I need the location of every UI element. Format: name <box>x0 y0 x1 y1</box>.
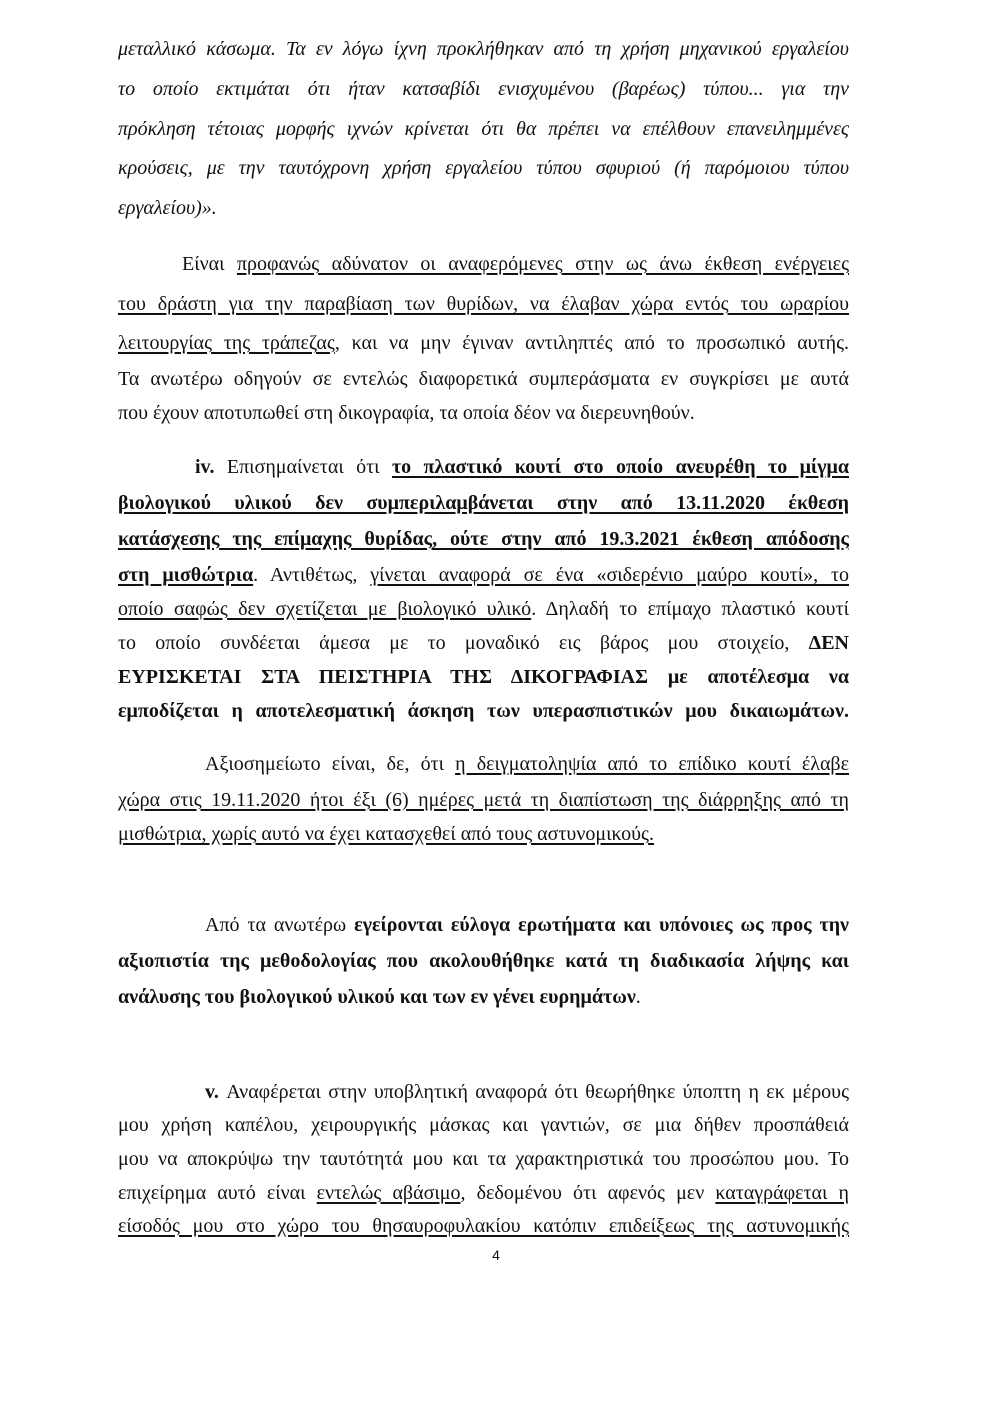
p5-line-2 <box>118 949 849 973</box>
bold-text: ΕΥΡΙΣΚΕΤΑΙ ΣΤΑ ΠΕΙΣΤΗΡΙΑ ΤΗΣ ΔΙΚΟΓΡΑΦΙΑΣ με αποτέλεσμα να <box>118 666 849 688</box>
underlined-text: εντελώς αβάσιμο <box>316 1182 461 1204</box>
p6-line-5 <box>118 1214 849 1238</box>
text-run: κρούσεις, με την ταυτόχρονη χρήση εργαλείου τύπου σφυριού (ή παρόμοιου τύπου <box>118 157 849 179</box>
p5-line-3 <box>118 985 849 1009</box>
p2-line-3 <box>118 331 849 355</box>
p6-line-4 <box>118 1181 849 1205</box>
p1-line-3 <box>118 117 849 141</box>
text-run: μου χρήση καπέλου, χειρουργικής μάσκας και γαντιών, σε μια δήθεν προσπάθειά <box>118 1114 849 1136</box>
underlined-text: του δράστη για την παραβίαση των θυρίδων, να έλαβαν χώρα εντός του ωραρίου <box>118 293 849 315</box>
text-run: μεταλλικό κάσωμα. Τα εν λόγω ίχνη προκλήθηκαν από τη χρήση μηχανικού εργαλείου <box>118 38 849 60</box>
text-run: μου να αποκρύψω την ταυτότητά μου και τα χαρακτηριστικά του προσώπου μου. Το <box>118 1148 849 1170</box>
p3-line-5 <box>118 597 849 621</box>
item-marker: v. <box>205 1081 219 1103</box>
p3-line-6 <box>118 631 849 655</box>
bold-underlined-text: στη μισθώτρια <box>118 564 254 586</box>
underlined-text: είσοδός μου στο χώρο του θησαυροφυλακίου κατόπιν επιδείξεως της αστυνομικής <box>118 1215 849 1237</box>
page-number: 4 <box>492 1247 500 1263</box>
underlined-text: χώρα στις 19.11.2020 ήτοι έξι (6) ημέρες μετά τη διαπίστωση της διάρρηξης από τη <box>118 789 849 811</box>
text-run: το οποίο εκτιμάται ότι ήταν κατσαβίδι ενισχυμένου (βαρέως) τύπου... για την <box>118 78 849 100</box>
item-marker: iv. <box>195 456 215 478</box>
p1-line-4 <box>118 156 849 180</box>
text-run: , δεδομένου ότι αφενός μεν <box>460 1182 716 1204</box>
bold-underlined-text: το πλαστικό κουτί στο οποίο ανευρέθη το μίγμα <box>391 456 849 478</box>
p2-line-1 <box>182 252 849 276</box>
bold-text: εμποδίζεται η αποτελεσματική άσκηση των υπερασπιστικών μου δικαιωμάτων. <box>118 700 849 722</box>
p2-line-5 <box>118 401 849 425</box>
text-run: Αναφέρεται στην υποβλητική αναφορά ότι θεωρήθηκε ύποπτη η εκ μέρους <box>218 1081 849 1103</box>
text-run: Επισημαίνεται ότι <box>214 456 392 478</box>
bold-text: εγείρονται εύλογα ερωτήματα και υπόνοιες ως προς την <box>354 914 849 936</box>
text-run: . <box>635 986 641 1008</box>
p4-line-1 <box>205 752 849 776</box>
p3-line-1 <box>195 455 849 479</box>
underlined-text: προφανώς αδύνατον οι αναφερόμενες στην ως άνω έκθεση ενέργειες <box>236 253 849 275</box>
p1-line-2 <box>118 77 849 101</box>
p5-line-1 <box>205 913 849 937</box>
text-run: Από τα ανωτέρω <box>205 914 355 936</box>
text-run: Είναι <box>182 253 237 275</box>
text-run: , και να μην έγιναν αντιληπτές από το προσωπικό αυτής. <box>334 332 849 354</box>
p2-line-4 <box>118 367 849 391</box>
text-run: που έχουν αποτυπωθεί στη δικογραφία, τα οποία δέον να διερευνηθούν. <box>118 402 695 424</box>
text-run: Τα ανωτέρω οδηγούν σε εντελώς διαφορετικά συμπεράσματα εν συγκρίσει με αυτά <box>118 368 849 390</box>
p1-line-5 <box>118 196 849 220</box>
underlined-text: γίνεται αναφορά σε ένα «σιδερένιο μαύρο κουτί», το <box>370 564 850 586</box>
p3-line-7 <box>118 665 849 689</box>
p4-line-3 <box>118 822 849 846</box>
p3-line-4 <box>118 563 849 587</box>
text-run: επιχείρημα αυτό είναι <box>118 1182 317 1204</box>
p2-line-2 <box>118 292 849 316</box>
bold-underlined-text: βιολογικού υλικού δεν συμπεριλαμβάνεται στην από 13.11.2020 έκθεση <box>118 492 849 514</box>
text-run: . Δηλαδή το επίμαχο πλαστικό κουτί <box>531 598 849 620</box>
bold-text: αξιοπιστία της μεθοδολογίας που ακολουθήθηκε κατά τη διαδικασία λήψης και <box>118 950 849 972</box>
text-run: . Αντιθέτως, <box>253 564 371 586</box>
p3-line-8 <box>118 699 849 723</box>
underlined-text: μισθώτρια, χωρίς αυτό να έχει κατασχεθεί από τους αστυνομικούς. <box>118 823 654 845</box>
underlined-text: καταγράφεται η <box>715 1182 849 1204</box>
p6-line-1 <box>205 1080 849 1104</box>
p1-line-1 <box>118 37 849 61</box>
bold-text: ΔΕΝ <box>808 632 849 654</box>
bold-text: ανάλυσης του βιολογικού υλικού και των εν γένει ευρημάτων <box>118 986 636 1008</box>
text-run: πρόκληση τέτοιας μορφής ιχνών κρίνεται ότι θα πρέπει να επέλθουν επανειλημμένες <box>118 118 849 140</box>
underlined-text: λειτουργίας της τράπεζας <box>118 332 335 354</box>
p4-line-2 <box>118 788 849 812</box>
p3-line-2 <box>118 491 849 515</box>
text-run: εργαλείου)». <box>118 197 217 219</box>
underlined-text: η δειγματοληψία από το επίδικο κουτί έλαβε <box>455 753 849 775</box>
underlined-text: οποίο σαφώς δεν σχετίζεται με βιολογικό υλικό <box>118 598 532 620</box>
text-run: Αξιοσημείωτο είναι, δε, ότι <box>205 753 456 775</box>
p6-line-3 <box>118 1147 849 1171</box>
p6-line-2 <box>118 1113 849 1137</box>
bold-underlined-text: κατάσχεσης της επίμαχης θυρίδας, ούτε στην από 19.3.2021 έκθεση απόδοσης <box>118 528 849 550</box>
p3-line-3 <box>118 527 849 551</box>
text-run: το οποίο συνδέεται άμεσα με το μοναδικό εις βάρος μου στοιχείο, <box>118 632 809 654</box>
